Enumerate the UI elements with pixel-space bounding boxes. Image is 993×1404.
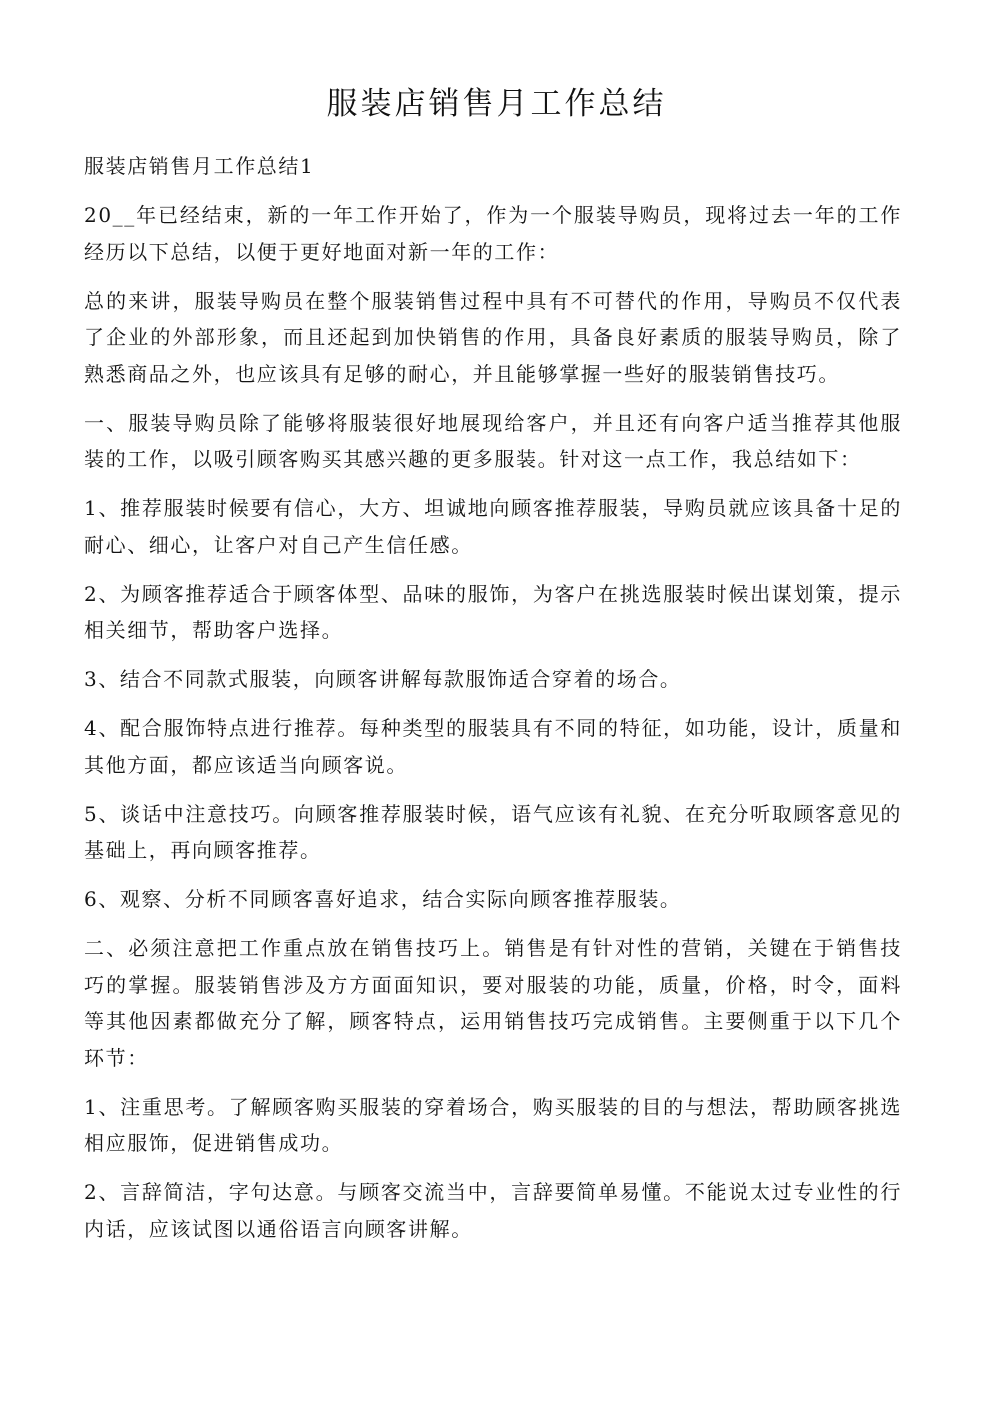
body-paragraph: 2、为顾客推荐适合于顾客体型、品味的服饰，为客户在挑选服装时候出谋划策，提示相关细节，帮助客户选择。 xyxy=(84,581,902,642)
body-paragraph: 一、服装导购员除了能够将服装很好地展现给客户，并且还有向客户适当推荐其他服装的工作，以吸引顾客购买其感兴趣的更多服装。针对这一点工作，我总结如下： xyxy=(84,410,902,471)
body-paragraph: 1、推荐服装时候要有信心，大方、坦诚地向顾客推荐服装，导购员就应该具备十足的耐心、细心，让客户对自己产生信任感。 xyxy=(84,496,902,557)
body-paragraph: 2、言辞简洁，字句达意。与顾客交流当中，言辞要简单易懂。不能说太过专业性的行内话，应该试图以通俗语言向顾客讲解。 xyxy=(84,1180,902,1241)
body-paragraph: 4、配合服饰特点进行推荐。每种类型的服装具有不同的特征，如功能，设计，质量和其他方面，都应该适当向顾客说。 xyxy=(84,716,902,777)
body-paragraph: 5、谈话中注意技巧。向顾客推荐服装时候，语气应该有礼貌、在充分听取顾客意见的基础上，再向顾客推荐。 xyxy=(84,801,902,862)
body-paragraph: 3、结合不同款式服装，向顾客讲解每款服饰适合穿着的场合。 xyxy=(84,667,682,691)
body-paragraph: 6、观察、分析不同顾客喜好追求，结合实际向顾客推荐服装。 xyxy=(84,887,682,911)
body-paragraph: 20__年已经结束，新的一年工作开始了，作为一个服装导购员，现将过去一年的工作经历以下总结，以便于更好地面对新一年的工作： xyxy=(84,203,902,264)
body-paragraph: 二、必须注意把工作重点放在销售技巧上。销售是有针对性的营销，关键在于销售技巧的掌握。服装销售涉及方方面面知识，要对服装的功能，质量，价格，时令，面料等其他因素都做充分了解，顾客特点，运用销售技巧完成销售。主要侧重于以下几个环节： xyxy=(84,936,902,1070)
document-title: 服装店销售月工作总结 xyxy=(326,86,667,122)
body-paragraph: 1、注重思考。了解顾客购买服装的穿着场合，购买服装的目的与想法，帮助顾客挑选相应服饰，促进销售成功。 xyxy=(84,1094,902,1155)
document-body xyxy=(84,148,902,1260)
body-paragraph: 总的来讲，服装导购员在整个服装销售过程中具有不可替代的作用，导购员不仅代表了企业的外部形象，而且还起到加快销售的作用，具备良好素质的服装导购员，除了熟悉商品之外，也应该具有足够的耐心，并且能够掌握一些好的服装销售技巧。 xyxy=(84,288,902,386)
subtitle-paragraph: 服装店销售月工作总结1 xyxy=(84,154,315,178)
